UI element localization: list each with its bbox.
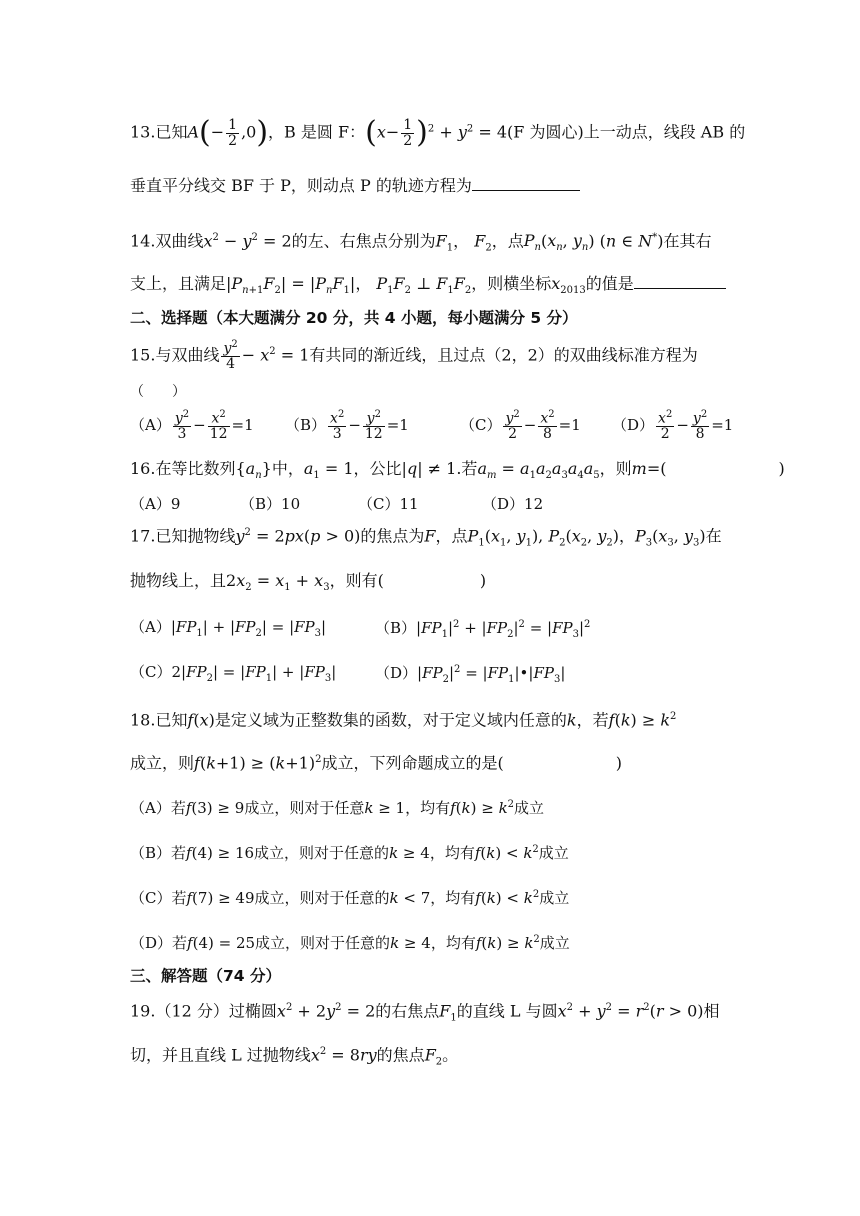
q13-line2 [130, 178, 580, 194]
q18-text-2b: 成立，下列命题成立的是( ) [321, 753, 622, 773]
q14-line2: 支上，且满足$|P_{n+1}F_2| = |P_nF_1|$， $P_1F_2$ ⊥ $F_1F_2$，则横坐标$x_{2013}$的值是 [130, 276, 726, 296]
q16-option-a[interactable]: （A）9 [130, 495, 181, 513]
option-text: ，均有 [430, 889, 476, 907]
option-label: （B） [375, 619, 417, 637]
option-text: 成立 [538, 844, 569, 862]
q17-line1: 17.已知抛物线$y^2 = 2px(p > 0)$的焦点为F，点$P_1(x_1$, $y_1$), $P_2(x_2$, $y_2$)，$P_3(x_3$, $y_3$)在 [130, 526, 722, 549]
q14-text-2b: ，则横坐标 [471, 274, 552, 293]
q16-option-b[interactable]: （B）10 [240, 495, 301, 513]
q16-option-d[interactable]: （D）12 [482, 495, 544, 513]
answer-blank[interactable] [634, 287, 726, 289]
q16-text-c: ，公比 [353, 459, 402, 478]
q18-option-a[interactable]: （A）若f(3) ≥ 9成立，则对于任意k ≥ 1，均有$f(k) \ge k^2$成立 [130, 799, 545, 817]
q18-text-b: 是定义域为正整数集的函数，对于定义域内任意的 [214, 710, 567, 730]
option-text: （A）若 [130, 799, 186, 817]
q17-text-d: 在 [705, 526, 722, 546]
q17-intro: 17.已知抛物线 [130, 526, 236, 546]
q19-text-2b: 的焦点 [376, 1045, 425, 1065]
fraction: $\frac{1}{2}$ [228, 117, 238, 149]
option-label: （B） [285, 416, 327, 435]
q15-option-c[interactable]: （C） $\frac{y^2}{2}$ − $\frac{x^2}{8}$ =1 [460, 409, 581, 443]
q17-option-d[interactable]: $(D)|FP_2|^2$ = $|FP_1|•|FP_3|$ [375, 664, 566, 685]
q13-intro: 13.已知 [130, 122, 188, 142]
option-text: 成立 [539, 934, 570, 952]
q14-text-c: ，点 [491, 231, 524, 251]
q19-text-2a: 切，并且直线 L 过抛物线 [130, 1045, 311, 1065]
q17-line2: 抛物线上，且$2x_2 = x_1 + x_3$，则有( ) [130, 571, 487, 594]
q19-text-2c: 。 [442, 1045, 459, 1065]
q17-text-2a: 抛物线上，且 [130, 571, 227, 590]
q16-intro: 16.在等比数列 [130, 459, 236, 478]
option-text: （B）若 [130, 844, 187, 862]
q17-option-a[interactable]: $(A)|FP_1| + |FP_2| = |FP_3|$ [130, 618, 327, 639]
q18-text-c: ，若 [576, 710, 609, 730]
q13-text-b: ，B 是圆 F： [268, 122, 366, 142]
option-text: 成立 [514, 799, 545, 817]
option-text: ，均有 [405, 799, 451, 817]
option-label: （A） [130, 618, 171, 636]
option-text: ，均有 [430, 934, 476, 952]
q17-text-c: ，点 [435, 526, 468, 546]
q17-text-2b: ，则有( ) [329, 571, 487, 590]
q19-text-c: 的直线 L 与圆 [456, 1001, 558, 1021]
q19-line1: 19.（12 分）过椭圆$x^2 + 2y^2 = 2$的右焦点$F_1$的直线 L 与圆$x^2 + y^2 = r^2(r > 0)$相 [130, 1001, 720, 1024]
q15-line1: 15.与双曲线 $\frac{y^2}{4}$ − $x^2 = 1$有共同的渐近线，且过点（2，2）的双曲线标准方程为 [130, 339, 698, 373]
q18-option-c[interactable]: （C）若f(7) ≥ 49成立，则对于任意的k < 7，均有$f(k) < k^2$成立 [130, 889, 570, 907]
option-text: 成立，则对于任意的 [254, 889, 390, 907]
q15-option-a[interactable]: （A） $\frac{y^2}{3}$ − $\frac{x^2}{12}$ =1 [130, 409, 254, 443]
q13-text-c: (F 为圆心)上一动点，线段 AB 的 [507, 122, 746, 142]
fraction: $\frac{y^2}{4}$ [223, 339, 238, 373]
option-label: （D） [375, 664, 418, 682]
option-text: 成立 [539, 889, 570, 907]
q15-option-b[interactable]: （B） $\frac{x^2}{3}$ − $\frac{y^2}{12}$ =1 [285, 409, 409, 443]
q17-option-c[interactable]: $(C)2|FP_2| = |FP_1| + |FP_3|$ [130, 663, 337, 684]
q19-intro: 19.（12 分）过椭圆 [130, 1001, 277, 1021]
q18-intro: 18.已知 [130, 710, 188, 730]
option-text: ，均有 [429, 844, 475, 862]
q16-text-b: 中， [271, 459, 304, 478]
answer-blank[interactable] [472, 189, 580, 191]
option-text: 成立，则对于任意的 [254, 844, 390, 862]
q14-intro: 14.双曲线 [130, 231, 204, 251]
q19-text-b: 的右焦点 [375, 1001, 440, 1021]
option-label: （C） [130, 663, 172, 681]
q14-line1: 14.双曲线$x^2 - y^2 = 2$的左、右焦点分别为$F_1$， $F_2$，点$P_n(x_n$, $y_n$) (n ∈ N*)在其右 [130, 231, 712, 254]
q14-text-2a: 支上，且满足 [130, 274, 227, 293]
option-text: （D）若 [130, 934, 188, 952]
q13-text-2: 垂直平分线交 BF 于 P，则动点 P 的轨迹方程为 [130, 176, 472, 195]
q15-line2: （ ） [130, 384, 186, 400]
q14-text-b: 的左、右焦点分别为 [291, 231, 436, 251]
q18-line1: 18.已知f(x)是定义域为正整数集的函数，对于定义域内任意的k，若$f(k) \ge k^2$ [130, 710, 677, 730]
section-heading: 三、解答题（74 分） [130, 967, 281, 985]
option-text: 成立，则对于任意的 [255, 934, 391, 952]
q16-text-e: ，则 [599, 459, 632, 478]
q16-line1: 16.在等比数列$\{a_n\}$中，$a_1 = 1$，公比|q| ≠ 1.若$a_m = a_1a_2a_3a_4a_5$，则m=( ) [130, 459, 785, 482]
q16-option-c[interactable]: （C）11 [358, 495, 419, 513]
q13-line1: 13.已知A(− $\frac{1}{2}$ ,0)，B 是圆 F：(x− $\frac{1}{2}$ )$^2 + y^2 = 4(F$ 为圆心)上一动点，线段 AB 的 [130, 115, 746, 151]
option-label: （A） [130, 416, 171, 435]
q17-text-b: 的焦点为 [360, 526, 425, 546]
option-text: （C）若 [130, 889, 187, 907]
option-label: （C） [460, 416, 502, 435]
q19-line2: 切，并且直线 L 过抛物线$x^2 = 8ry$的焦点$F_2$。 [130, 1045, 459, 1068]
option-label: （D） [612, 416, 655, 435]
q19-text-d: 相 [703, 1001, 720, 1021]
option-text: 成立，则对于任意 [244, 799, 365, 817]
q18-option-d[interactable]: （D）若f(4) = 25成立，则对于任意的k ≥ 4，均有$f(k) \ge k^2$成立 [130, 934, 570, 952]
q18-line2: 成立，则$f(k+1) \ge (k+1)^2$成立，下列命题成立的是( ) [130, 753, 622, 773]
q15-text-b: 有共同的渐近线，且过点（2，2）的双曲线标准方程为 [309, 345, 698, 365]
q14-text-d: 在其右 [663, 231, 712, 251]
q15-option-d[interactable]: （D） $\frac{x^2}{2}$ − $\frac{y^2}{8}$ =1 [612, 409, 734, 443]
q15-intro: 15.与双曲线 [130, 345, 220, 365]
section-heading: 二、选择题（本大题满分 20 分，共 4 小题，每小题满分 5 分） [130, 309, 578, 327]
fraction: $\frac{1}{2}$ [403, 117, 413, 149]
q14-text-2c: 的值是 [585, 274, 634, 293]
q18-option-b[interactable]: （B）若f(4) ≥ 16成立，则对于任意的k ≥ 4，均有$f(k) < k^2$成立 [130, 844, 569, 862]
q18-text-2a: 成立，则 [130, 753, 195, 773]
q17-option-b[interactable]: $(B)|FP_1|^2 + |FP_2|^2 = |FP_3|^2$ [375, 619, 591, 640]
q16-text-f: =( ) [646, 459, 785, 478]
q16-text-d: 若 [461, 459, 478, 478]
